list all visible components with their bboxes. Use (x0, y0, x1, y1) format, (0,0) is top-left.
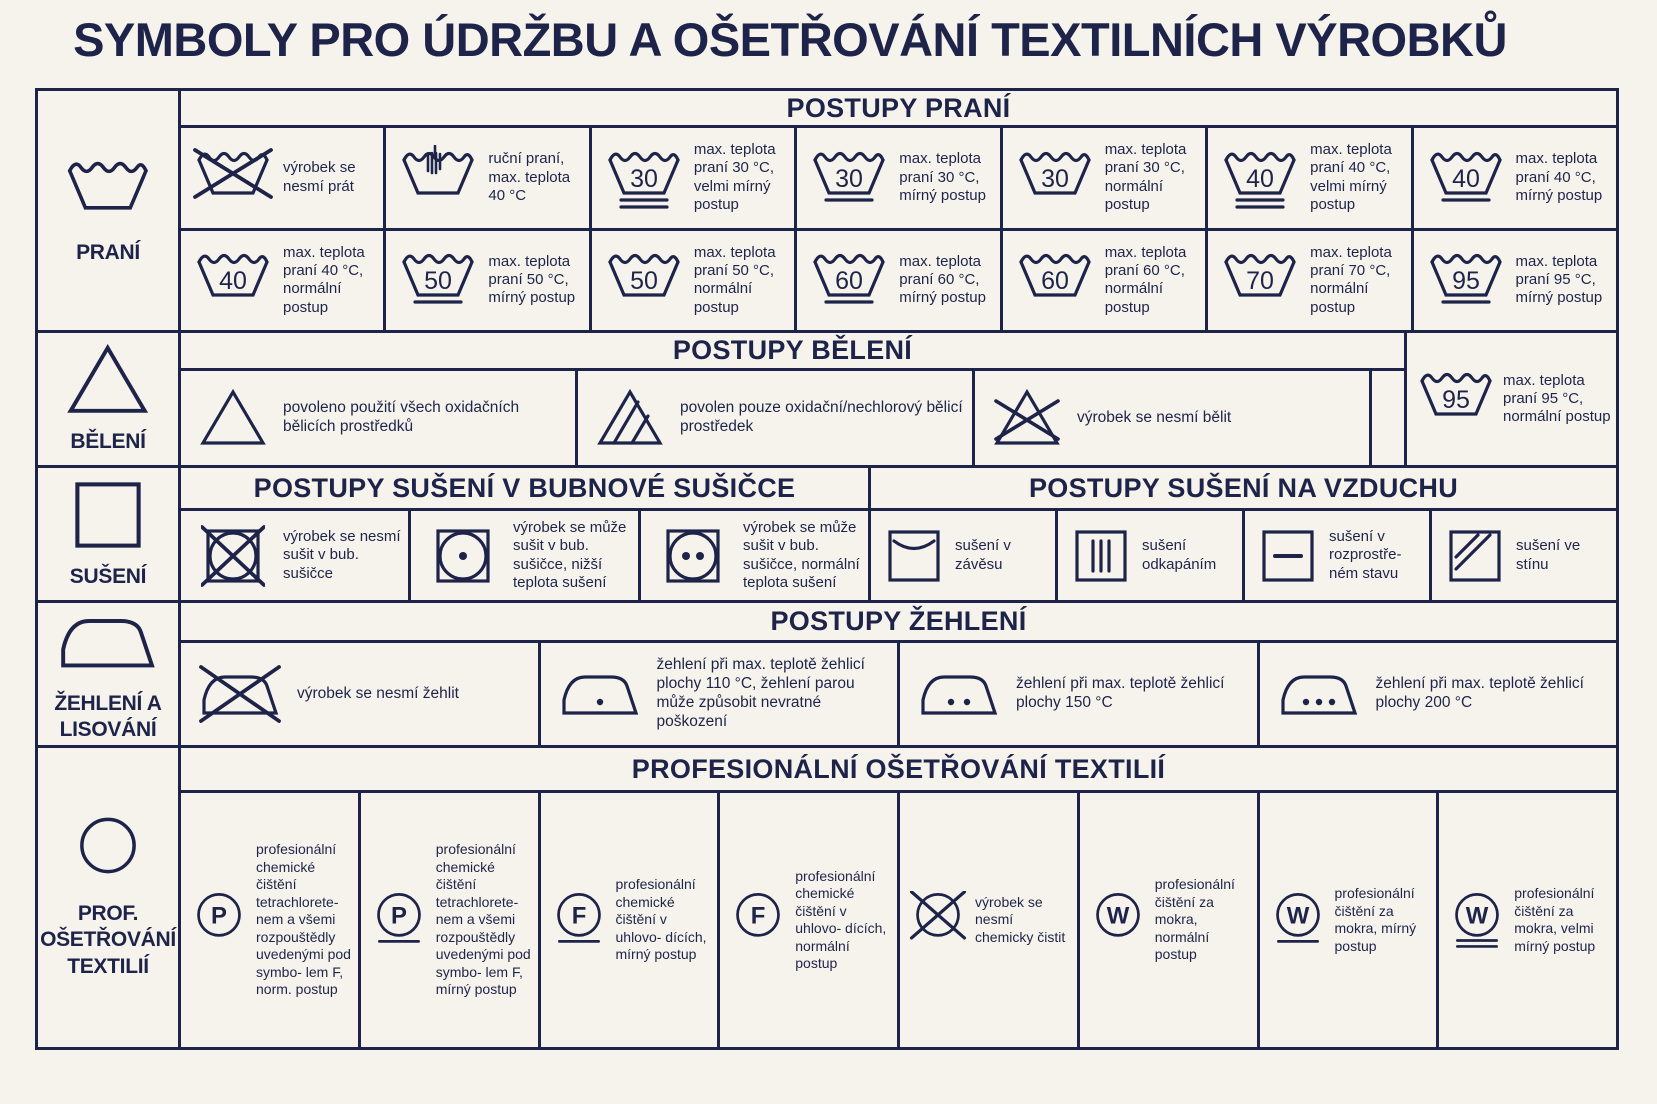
symbol-description: sušení odkapáním (1142, 537, 1217, 573)
triangle-hatched-icon (588, 388, 672, 448)
dry-drip-icon (1068, 527, 1134, 585)
care-symbol-cell (1432, 511, 1616, 600)
circle-crossed-icon (906, 891, 970, 949)
care-symbol-cell (1058, 511, 1245, 600)
svg-text:W: W (1286, 902, 1309, 930)
section-header-bleaching: POSTUPY BĚLENÍ (181, 333, 1404, 371)
care-symbol-cell (1439, 793, 1616, 1047)
care-symbol-cell (1003, 231, 1208, 331)
category-suseni (38, 468, 178, 603)
category-label: ŽEHLENÍ A LISOVÁNÍ (54, 691, 162, 741)
drying-air-part (871, 468, 1616, 600)
care-symbol-cell (592, 128, 797, 228)
wash-30-u1-icon (807, 145, 891, 211)
care-symbol-cell (1245, 511, 1432, 600)
care-symbol-cell (541, 793, 721, 1047)
svg-text:95: 95 (1442, 386, 1470, 414)
svg-text:30: 30 (835, 164, 864, 193)
dry-square-icon (71, 478, 145, 552)
care-symbol-cell (900, 643, 1260, 745)
wash-40-icon (191, 247, 275, 313)
svg-text:F: F (750, 902, 766, 930)
care-symbol-cell (797, 128, 1002, 228)
circle-f-u1-icon (547, 891, 611, 949)
care-symbol-cell (900, 793, 1080, 1047)
svg-text:70: 70 (1246, 267, 1275, 296)
section-header-professional: PROFESIONÁLNÍ OŠETŘOVÁNÍ TEXTILIÍ (181, 748, 1616, 793)
iron-dot1-icon (551, 664, 649, 724)
section-header-ironing: POSTUPY ŽEHLENÍ (181, 603, 1616, 643)
svg-text:W: W (1106, 902, 1130, 930)
category-prof-osetrovani (38, 748, 178, 1047)
symbol-description: žehlení při max. teplotě žehlicí plochy 150 °C (1016, 675, 1225, 711)
wash-70-icon (1218, 247, 1302, 313)
wash-40-u1-icon (1424, 145, 1508, 211)
symbol-description: profesionální chemické čištění tetrachlorete- nem a všemi rozpouštědly uvedenými pod symbo- lem F, norm. postup (256, 841, 351, 998)
care-symbol-cell (541, 643, 901, 745)
symbol-description: výrobek se může sušit v bub. sušičce, normální teplota sušení (743, 518, 860, 591)
ironing-row (181, 643, 1616, 745)
care-symbol-cell (797, 231, 1002, 331)
category-label: PRANÍ (76, 241, 140, 265)
care-symbol-cell (181, 371, 578, 465)
care-symbol-cell (1208, 231, 1413, 331)
symbol-description: max. teplota praní 30 °C, mírný postup (899, 150, 986, 204)
category-label: SUŠENÍ (69, 564, 147, 588)
care-symbol-cell (181, 643, 541, 745)
symbol-description: max. teplota praní 95 °C, mírný postup (1515, 252, 1603, 307)
wash-40-u2-icon (1218, 145, 1302, 211)
symbol-description: max. teplota praní 60 °C, mírný postup (899, 252, 986, 307)
care-symbol-cell (386, 231, 591, 331)
care-symbol-cell (592, 231, 797, 331)
wash-icon (63, 154, 153, 228)
care-symbol-cell (578, 371, 975, 465)
svg-text:30: 30 (1040, 164, 1069, 193)
care-symbol-cell (1208, 128, 1413, 228)
care-symbol-cell (1260, 643, 1617, 745)
section-drying (181, 468, 1616, 603)
symbol-description: ruční praní, max. teplota 40 °C (488, 150, 571, 204)
bleach-triangle-icon (67, 343, 148, 417)
tumble-dot1-icon (421, 525, 505, 587)
symbol-description: výrobek se nesmí sušit v bub. sušičce (283, 528, 401, 582)
care-symbol-cell (181, 231, 386, 331)
section-header-washing: POSTUPY PRANÍ (181, 91, 1616, 128)
care-symbol-cell (386, 128, 591, 228)
symbol-description: max. teplota praní 30 °C, velmi mírný postup (693, 141, 776, 214)
symbol-description: výrobek se může sušit v bub. sušičce, nižší teplota sušení (513, 518, 627, 591)
symbol-description: sušení v rozprostře-ném stavu (1329, 528, 1402, 582)
table-body (181, 91, 1616, 1047)
svg-text:F: F (571, 902, 586, 930)
care-symbol-cell (975, 371, 1372, 465)
symbol-description: výrobek se nesmí chemicky čistit (975, 893, 1066, 945)
symbol-description: povolen pouze oxidační/nechlorový bělicí prostředek (680, 399, 963, 435)
dry-flat-icon (1255, 527, 1321, 585)
care-symbol-cell (871, 511, 1058, 600)
svg-text:40: 40 (219, 267, 247, 296)
symbol-description: max. teplota praní 50 °C, normální postup (693, 243, 776, 316)
symbol-description: sušení v závěsu (955, 537, 1011, 573)
wash-50-icon (602, 247, 686, 313)
symbol-description: max. teplota praní 30 °C, normální postup (1104, 141, 1187, 214)
svg-text:30: 30 (629, 164, 658, 193)
symbol-description: profesionální chemické čištění tetrachlorete- nem a všemi rozpouštědly uvedenými pod symbo- lem F, mírný postup (435, 841, 531, 998)
symbol-description: žehlení při max. teplotě žehlicí plochy 200 °C (1375, 675, 1584, 711)
care-symbol-cell (1414, 128, 1616, 228)
tumble-dot2-icon (651, 525, 735, 587)
svg-text:60: 60 (835, 267, 864, 296)
category-prani (38, 91, 178, 333)
symbol-description: max. teplota praní 40 °C, normální postup (283, 243, 365, 316)
circle-p-u1-icon (367, 891, 431, 949)
section-ironing (181, 603, 1616, 748)
washing-row-2 (181, 228, 1616, 331)
symbol-description: profesionální čištění za mokra, normální postup (1154, 876, 1235, 963)
wash-hand-icon (396, 145, 480, 211)
symbol-description: max. teplota praní 70 °C, normální postup (1310, 243, 1392, 316)
wash-60-icon (1013, 247, 1097, 313)
circle-f-icon (726, 891, 790, 949)
svg-text:40: 40 (1246, 164, 1275, 193)
symbol-description: max. teplota praní 40 °C, velmi mírný postup (1310, 141, 1392, 214)
wash-50-u1-icon (396, 247, 480, 313)
section-header-drum-drying: POSTUPY SUŠENÍ V BUBNOVÉ SUŠIČCE (181, 468, 868, 511)
wash-30-icon (1013, 145, 1097, 211)
svg-text:60: 60 (1040, 267, 1069, 296)
svg-text:50: 50 (629, 267, 658, 296)
care-symbol-cell (1080, 793, 1260, 1047)
air-drying-row (871, 511, 1616, 600)
symbol-description: výrobek se nesmí bělit (1077, 408, 1232, 426)
bleaching-main (181, 333, 1404, 465)
symbol-description: max. teplota praní 40 °C, mírný postup (1515, 150, 1603, 204)
svg-text:95: 95 (1451, 267, 1480, 296)
dry-shade-icon (1442, 527, 1508, 585)
symbol-description: profesionální chemické čištění v uhlovo- dících, normální postup (795, 867, 887, 971)
washing-row-1 (181, 128, 1616, 228)
category-label: BĚLENÍ (70, 429, 146, 453)
iron-crossed-icon (191, 664, 289, 724)
circle-icon (71, 815, 145, 889)
care-symbol-cell (641, 511, 868, 600)
care-symbol-cell (1260, 793, 1440, 1047)
category-beleni (38, 333, 178, 468)
circle-p-icon (187, 891, 251, 949)
care-table (35, 88, 1619, 1050)
symbol-description: max. teplota praní 50 °C, mírný postup (488, 252, 576, 307)
section-washing (181, 91, 1616, 333)
drying-drum-part (181, 468, 871, 600)
symbol-description: profesionální chemické čištění v uhlovo- dících, mírný postup (615, 876, 707, 963)
bleaching-row (181, 371, 1404, 465)
triangle-icon (191, 388, 275, 448)
drum-drying-row (181, 511, 868, 600)
svg-text:P: P (390, 902, 407, 930)
care-symbol-cell (411, 511, 641, 600)
section-bleaching (181, 333, 1616, 468)
iron-dot2-icon (910, 664, 1008, 724)
symbol-description: max. teplota praní 95 °C, normální postup (1503, 371, 1611, 426)
symbol-description: sušení ve stínu (1516, 537, 1581, 573)
symbol-description: výrobek se nesmí prát (283, 159, 356, 195)
wash-30-u2-icon (602, 145, 686, 211)
care-symbol-cell (181, 511, 411, 600)
circle-w-u2-icon (1445, 891, 1509, 949)
care-symbol-cell (1003, 128, 1208, 228)
care-symbol-cell (181, 128, 386, 228)
svg-text:50: 50 (424, 267, 453, 296)
page-title: SYMBOLY PRO ÚDRŽBU A OŠETŘOVÁNÍ TEXTILNÍCH VÝROBKŮ (73, 13, 1507, 66)
section-professional (181, 748, 1616, 1047)
symbol-description: výrobek se nesmí žehlit (297, 684, 459, 702)
symbol-description: žehlení při max. teplotě žehlicí plochy 110 °C, žehlení parou může způsobit nevratné poškození (656, 656, 865, 730)
wash-crossed-icon (191, 145, 275, 211)
tumble-crossed-icon (191, 525, 275, 587)
circle-w-u1-icon (1266, 891, 1330, 949)
svg-text:W: W (1465, 902, 1489, 930)
section-header-air-drying: POSTUPY SUŠENÍ NA VZDUCHU (871, 468, 1616, 511)
wash-95-u1-icon (1424, 247, 1508, 313)
professional-row (181, 793, 1616, 1047)
care-symbol-cell (181, 793, 361, 1047)
care-symbol-cell (1414, 231, 1616, 331)
svg-text:P: P (211, 902, 227, 930)
iron-icon (57, 605, 158, 679)
category-zehleni (38, 603, 178, 748)
wash-95-icon (1415, 366, 1497, 432)
circle-w-icon (1086, 891, 1150, 949)
wash-60-u1-icon (807, 247, 891, 313)
care-symbol-cell (361, 793, 541, 1047)
symbol-description: max. teplota praní 60 °C, normální postup (1104, 243, 1187, 316)
category-label: PROF. OŠETŘOVÁNÍ TEXTILIÍ (40, 902, 176, 978)
care-symbol-cell (720, 793, 900, 1047)
iron-dot3-icon (1270, 664, 1368, 724)
svg-text:40: 40 (1451, 164, 1480, 193)
symbol-description: povoleno použití všech oxidačních bělicích prostředků (283, 399, 520, 435)
category-rail (38, 91, 181, 1047)
dry-hang-icon (881, 527, 947, 585)
symbol-description: profesionální čištění za mokra, velmi mírný postup (1514, 885, 1596, 954)
triangle-crossed-icon (985, 388, 1069, 448)
care-symbol-cell (1404, 333, 1616, 465)
symbol-description: profesionální čištění za mokra, mírný postup (1334, 885, 1417, 954)
